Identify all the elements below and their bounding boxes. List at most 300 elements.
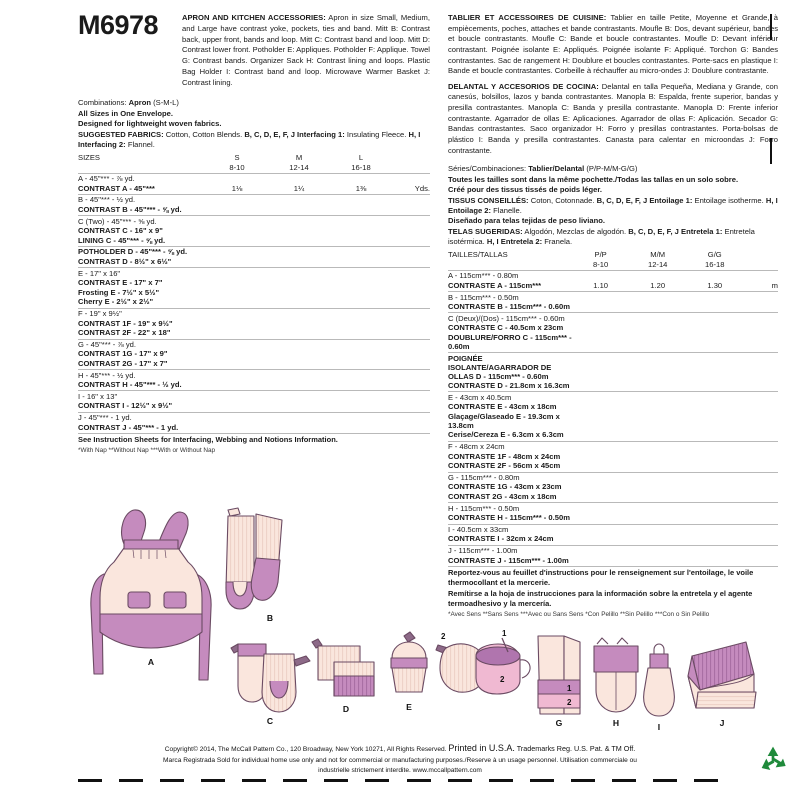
metric-all-sizes-note: Toutes les tailles sont dans la même pochette./Todas las tallas en un solo sobre. <box>448 174 739 184</box>
row-value-3 <box>330 195 392 205</box>
row-value-1 <box>572 402 629 412</box>
row-label: Frosting E - 7½" x 5½" <box>78 287 160 297</box>
row-value-1 <box>572 472 629 482</box>
row-value-2 <box>629 461 686 471</box>
row-unit <box>392 370 430 380</box>
size-num-3: 16-18 <box>351 162 371 172</box>
instruction-note-fr: Reportez-vous au feuillet d'instructions pour le renseignement sur l'entoilage, le voile thermocollant et la mercerie. <box>448 567 754 588</box>
row-value-1 <box>206 328 268 338</box>
table-row <box>78 184 430 194</box>
view-label-d: D <box>342 704 350 714</box>
table-row <box>78 288 430 298</box>
table-row <box>78 391 430 401</box>
footer-line-2: Marca Registrada Sold for individual home use only and not for commercial or manufacturing purposes./Reserve à un usage personnel. Utilisation commerciale ou <box>163 756 637 764</box>
row-value-1 <box>206 216 268 226</box>
row-value-3 <box>686 472 743 482</box>
row-value-1 <box>206 297 268 307</box>
row-label: CONTRASTE 2F - 56cm x 45cm <box>448 461 561 471</box>
table-row <box>78 359 430 369</box>
row-value-1 <box>206 308 268 318</box>
recycle-icon <box>756 744 790 776</box>
size-col-1: P/P <box>594 250 607 260</box>
trademark-text: Trademarks Reg. U.S. Pat. & TM Off. <box>516 744 636 753</box>
row-value-2 <box>268 349 330 359</box>
row-unit <box>392 380 430 390</box>
row-value-3 <box>330 236 392 246</box>
view-g-mark-2: 2 <box>567 698 572 707</box>
row-label: CONTRAST D - 8½" x 6½" <box>78 257 172 267</box>
row-value-3 <box>686 451 743 461</box>
row-unit <box>392 236 430 246</box>
row-unit <box>743 292 778 302</box>
row-unit <box>743 402 778 412</box>
row-unit <box>392 195 430 205</box>
view-label-g: G <box>555 718 563 728</box>
row-value-2 <box>268 257 330 267</box>
row-value-2 <box>268 216 330 226</box>
row-value-3 <box>686 402 743 412</box>
table-row <box>78 297 430 307</box>
illustration-view-i <box>644 644 675 732</box>
row-label: CONTRASTE H - 115cm*** - 0.50m <box>448 513 570 523</box>
illustration-view-d <box>312 639 374 714</box>
illustration-view-a <box>91 510 211 680</box>
instruction-note-es: Remítirse a la hoja de instrucciones para la información sobre la entretela y el agente termoadhesivo y la mercería. <box>448 589 753 609</box>
row-value-3 <box>686 302 743 312</box>
row-value-2 <box>629 482 686 492</box>
interfacing2-text: Flannel. <box>127 140 155 150</box>
row-value-1 <box>572 430 629 440</box>
spanish-description-text: Delantal en talla Pequeña, Mediana y Grande, con canesús, bolsillos, lazos y banda contrastantes. Manopla B: Espalda, frente superior, bandas y presilla contrastantes. Manopla C: Banda y presilla contrastante. Manopla D: Frente inferior contrastante. Agarrador de ollas E: Aplicaciones. Agarrador de ollas F: Aplicación. Secador G: Bandas contrastantes. Saco organizador H: Forro y presillas contrastantes. Porta-bolsas de plástico I: Banda y presilla contrastantes. Canasta para calentar en microondas J: Forro contrastante. <box>448 81 778 155</box>
illustration-view-f <box>436 629 530 694</box>
suggested-es-label: TELAS SUGERIDAS: <box>448 226 523 236</box>
row-unit <box>743 323 778 333</box>
row-value-1 <box>206 268 268 278</box>
table-row <box>448 472 778 482</box>
row-value-2 <box>268 370 330 380</box>
row-value-2 <box>268 247 330 257</box>
row-label: CONTRASTE E - 43cm x 18cm <box>448 402 557 412</box>
copyright-text: Copyright© 2014, The McCall Pattern Co., 120 Broadway, New York 10271, All Rights Reserved. <box>164 746 447 753</box>
row-value-2 <box>268 297 330 307</box>
row-unit <box>743 472 778 482</box>
row-label: CONTRASTE I - 32cm x 24cm <box>448 534 554 544</box>
row-unit <box>743 381 778 391</box>
row-value-1 <box>206 257 268 267</box>
row-label: J - 45"*** - 1 yd. <box>78 412 132 422</box>
row-value-3 <box>330 247 392 257</box>
view-f-mark-1: 1 <box>502 629 507 638</box>
row-value-2 <box>629 392 686 402</box>
row-unit <box>743 451 778 461</box>
table-row <box>448 461 778 471</box>
row-value-3 <box>330 226 392 236</box>
row-value-1 <box>206 318 268 328</box>
view-label-c: C <box>266 716 274 726</box>
printed-in-usa: Printed in U.S.A. <box>448 743 515 753</box>
size-num-3: 16-18 <box>705 259 725 269</box>
row-value-1 <box>206 349 268 359</box>
size-col-3: G/G <box>707 250 722 260</box>
row-value-3 <box>330 278 392 288</box>
table-row <box>448 313 778 323</box>
table-row <box>448 402 778 412</box>
row-label: Cerise/Cereza E - 6.3cm x 6.3cm <box>448 430 564 440</box>
row-unit <box>743 313 778 323</box>
row-value-1 <box>206 226 268 236</box>
footer-line-1 <box>78 742 722 756</box>
row-label: CONTRASTE C - 40.5cm x 23cm <box>448 323 564 333</box>
row-unit <box>392 318 430 328</box>
row-value-3 <box>330 359 392 369</box>
row-value-2 <box>629 430 686 440</box>
row-value-2 <box>268 205 330 215</box>
row-label: CONTRAST 2G - 17" x 7" <box>78 358 168 368</box>
row-value-2 <box>629 472 686 482</box>
table-row <box>78 328 430 338</box>
interfacing2-fr-text: Flanelle. <box>493 206 522 215</box>
row-label: CONTRAST C - 16" x 9" <box>78 226 163 236</box>
row-label: B - 45"*** - ½ yd. <box>78 195 136 205</box>
table-row <box>78 247 430 257</box>
table-row <box>78 278 430 288</box>
row-label: CONTRASTE D - 21.8cm x 16.3cm <box>448 381 570 391</box>
table-row <box>78 236 430 246</box>
row-value-3 <box>686 482 743 492</box>
table-row <box>448 292 778 302</box>
row-value-2 <box>268 359 330 369</box>
row-value-1 <box>206 370 268 380</box>
row-value-3 <box>686 323 743 333</box>
row-unit <box>743 430 778 440</box>
row-unit <box>392 268 430 278</box>
row-value-2 <box>268 328 330 338</box>
table-row <box>448 333 778 352</box>
row-label: F - 48cm x 24cm <box>448 442 505 452</box>
sizes-number-row <box>448 259 778 269</box>
english-yardage-table <box>78 153 430 434</box>
table-row <box>448 281 778 291</box>
row-value-2 <box>268 308 330 318</box>
combinations-label: Combinations: <box>78 98 127 108</box>
sizes-label: TAILLES/TALLAS <box>448 250 508 260</box>
row-value-1 <box>572 323 629 333</box>
view-label-h: H <box>612 718 620 728</box>
row-unit <box>392 412 430 422</box>
row-value-1 <box>206 401 268 411</box>
table-row <box>78 401 430 411</box>
row-label: H - 115cm*** - 0.50m <box>448 503 520 513</box>
row-label: CONTRAST E - 17" x 7" <box>78 278 163 288</box>
row-value-2 <box>629 313 686 323</box>
row-value-2 <box>268 195 330 205</box>
interfacing1-codes: B, C, D, E, F, J Interfacing 1: <box>244 129 345 139</box>
row-value-1 <box>572 441 629 451</box>
row-label: CONTRAST 1G - 17" x 9" <box>78 349 168 359</box>
row-value-1 <box>572 353 629 381</box>
row-label: Glaçage/Glaseado E - 19.3cm x 13.8cm <box>448 411 560 430</box>
illustration-view-h <box>594 638 638 728</box>
row-value-1 <box>572 292 629 302</box>
row-label: CONTRASTE A - 115cm*** <box>448 280 542 290</box>
view-label-i: I <box>657 722 661 732</box>
row-value-1 <box>572 313 629 323</box>
interfacing1-es-text: Entretela isotérmica. <box>448 226 755 247</box>
row-value-3 <box>330 328 392 338</box>
english-description-text: Apron in size Small, Medium, and Large have contrast yoke, pockets, ties and band. Mitt B: Contrast back, upper front, bands and loop. Mitt C: Contrast band and loop. Mitt D: Contrast lower front. Potholder E: Appliques. Potholder F: Applique. Towel G: Contrast bands. Organizer Sack H: Contrast lining and loops. Plastic Bag Holder I: Contrast band and loop. Microwave Warmer Basket J: Contrast lining. <box>182 13 430 87</box>
row-unit <box>392 328 430 338</box>
english-description: APRON AND KITCHEN ACCESSORIES: Apron in size Small, Medium, and Large have contrast yoke, pockets, ties and band. Mitt B: Contrast back, upper front, bands and loop. Mitt C: Contrast band and loop. Mitt D: Contrast lower front. Potholder E: Appliques. Potholder F: Applique. Towel G: Contrast bands. Organizer Sack H: Contrast lining and loops. Plastic Bag Holder I: Contrast band and loop. Microwave Warmer Basket J: Contrast lining. <box>182 13 430 87</box>
sizes-header-row <box>448 250 778 260</box>
table-row <box>78 370 430 380</box>
row-value-1 <box>572 482 629 492</box>
row-value-2 <box>629 292 686 302</box>
row-value-1 <box>206 278 268 288</box>
row-label: J - 115cm*** - 1.00m <box>448 546 518 556</box>
spanish-description: DELANTAL Y ACCESORIOS DE COCINA: Delantal en talla Pequeña, Mediana y Grande, con canesús, bolsillos, lazos y banda contrastantes. Manopla B: Espalda, frente superior, bandas y presilla contrastantes. Manopla C: Banda y presilla contrastante. Manopla D: Frente inferior contrastante. Agarrador de ollas E: Aplicaciones. Agarrador de ollas F: Aplicación. Secador G: Bandas contrastantes. Saco organizador H: Forro y presillas contrastantes. Porta-bolsas de plástico I: Banda y presilla contrastantes. Canasta para calentar en microondas J: Forro contrastante. <box>448 81 778 155</box>
row-value-1 <box>206 380 268 390</box>
row-value-2 <box>629 441 686 451</box>
designed-es: Diseñado para telas tejidas de peso liviano. <box>448 216 605 226</box>
nap-note-en: *With Nap **Without Nap ***With or Without Nap <box>78 446 216 454</box>
view-label-j: J <box>719 718 725 728</box>
table-row <box>78 412 430 422</box>
row-unit <box>392 349 430 359</box>
table-row <box>78 339 430 349</box>
row-unit <box>743 392 778 402</box>
interfacing1-es: B, C, D, E, F, J Entretela 1: <box>628 226 723 236</box>
row-label: B - 115cm*** - 0.50m <box>448 292 519 302</box>
row-value-2 <box>629 323 686 333</box>
row-label: G - 45"*** - ⅞ yd. <box>78 339 136 349</box>
row-value-2 <box>268 412 330 422</box>
table-row <box>448 451 778 461</box>
row-value-1 <box>572 302 629 312</box>
row-label: LINING C - 45"*** - ⅝ yd. <box>78 235 166 245</box>
row-value-3 <box>686 461 743 471</box>
table-row <box>78 226 430 236</box>
view-label-e: E <box>406 702 412 712</box>
row-value-3 <box>330 268 392 278</box>
row-value-1 <box>572 271 629 281</box>
row-value-2 <box>268 174 330 184</box>
row-value-1 <box>572 461 629 471</box>
footer <box>78 742 722 782</box>
row-unit <box>743 461 778 471</box>
interfacing2-codes: H, I Interfacing 2: <box>78 129 421 150</box>
illustration-view-c <box>231 644 310 726</box>
row-value-3 <box>330 257 392 267</box>
metric-combinations-sizes: (P/P-M/M-G/G) <box>586 164 638 174</box>
row-label: CONTRASTE B - 115cm*** - 0.60m <box>448 302 570 312</box>
row-unit <box>392 216 430 226</box>
row-value-3 <box>686 353 743 381</box>
row-value-1 <box>206 412 268 422</box>
row-value-3 <box>330 339 392 349</box>
row-value-3 <box>330 216 392 226</box>
row-value-2: 1¼ <box>293 183 305 193</box>
row-label: CONTRASTE 1F - 48cm x 24cm <box>448 451 561 461</box>
row-value-2 <box>268 422 330 432</box>
suggested-fr-label: TISSUS CONSEILLÉS: <box>448 195 529 205</box>
table-row <box>448 482 778 492</box>
size-num-2: 12-14 <box>647 259 668 269</box>
row-unit: Yds. <box>414 183 430 193</box>
row-label: POTHOLDER D - 45"*** - ⅝ yd. <box>78 247 188 257</box>
row-unit <box>392 257 430 267</box>
row-label: CONTRAST A - 45"*** <box>78 183 155 193</box>
suggested-fabrics-line <box>78 130 430 151</box>
interfacing2-es: H, I Entretela 2: <box>486 237 543 247</box>
row-value-3 <box>330 380 392 390</box>
row-label: CONTRAST 2G - 43cm x 18cm <box>448 492 557 502</box>
size-col-2: M/M <box>650 250 666 260</box>
table-row <box>448 412 778 431</box>
row-unit <box>392 278 430 288</box>
row-value-3 <box>330 318 392 328</box>
size-num-2: 12-14 <box>289 162 309 172</box>
table-row <box>448 353 778 381</box>
row-value-3 <box>330 412 392 422</box>
row-label: F - 19" x 9½" <box>78 309 122 319</box>
table-row <box>78 195 430 205</box>
table-row <box>78 268 430 278</box>
table-row <box>448 271 778 281</box>
table-row <box>78 380 430 390</box>
row-unit <box>392 174 430 184</box>
metric-combinations-line <box>448 164 778 174</box>
table-row <box>448 430 778 440</box>
french-title: TABLIER ET ACCESSOIRES DE CUISINE <box>448 13 604 22</box>
row-label: I - 16" x 13" <box>78 391 118 401</box>
table-row <box>78 257 430 267</box>
interfacing1-fr-text: Entoilage isotherme. <box>694 195 764 205</box>
row-unit <box>392 288 430 298</box>
row-value-3 <box>686 412 743 431</box>
row-value-2: 1.20 <box>650 280 666 290</box>
suggested-fr-line <box>448 196 778 217</box>
row-value-1: 1.10 <box>593 280 609 290</box>
row-value-2 <box>268 278 330 288</box>
row-label: E - 17" x 16" <box>78 268 121 278</box>
size-col-1: S <box>234 153 240 163</box>
row-label: POIGNÉE ISOLANTE/AGARRADOR DE OLLAS D - 115cm*** - 0.60m <box>448 353 552 381</box>
row-label: C (Two) - 45"*** - ⅝ yd. <box>78 216 157 226</box>
row-value-3 <box>330 308 392 318</box>
row-value-1 <box>206 205 268 215</box>
row-label: CONTRAST J - 45"*** - 1 yd. <box>78 422 179 432</box>
suggested-es-line <box>448 227 778 248</box>
row-label: E - 43cm x 40.5cm <box>448 392 512 402</box>
row-value-1 <box>206 236 268 246</box>
row-value-3 <box>330 391 392 401</box>
row-unit <box>392 391 430 401</box>
french-description: TABLIER ET ACCESSOIRES DE CUISINE: Tablier en taille Petite, Moyenne et Grande, à empiècements, poches, attaches et bande contrastants. Moufle B: Dos, devant supérieur, bandes et boucle contrastants. Moufle C: Bande et boucle contrastantes. Moufle D: Devant inférieur contrastant. Poignée isolante E: Appliqués. Poignée isolante F: Appliqué. Torchon G: Bandes contrastantes. Sac de rangement H: Doublure et boucles contrastantes. Porte-sacs en plastique I: Bande et boucle contrastantes. Corbeille à réchauffer au micro-ondes J: Doublure contrastante. <box>448 13 778 76</box>
table-rule <box>78 432 430 434</box>
row-value-3 <box>686 441 743 451</box>
size-col-3: L <box>358 153 364 163</box>
interfacing1-text: Insulating Fleece. <box>346 129 407 139</box>
row-label: C (Deux)/(Dos) - 115cm*** - 0.60m <box>448 313 565 323</box>
row-value-2 <box>629 402 686 412</box>
suggested-fabrics-label: SUGGESTED FABRICS: <box>78 129 164 139</box>
all-sizes-note: All Sizes in One Envelope. <box>78 108 173 118</box>
row-value-3 <box>330 297 392 307</box>
row-value-1 <box>206 174 268 184</box>
table-row <box>78 318 430 328</box>
row-value-3 <box>330 401 392 411</box>
size-num-1: 8-10 <box>593 259 609 269</box>
illustration-view-j <box>688 642 756 728</box>
row-value-1 <box>206 247 268 257</box>
row-value-3 <box>330 349 392 359</box>
pattern-number: M6978 <box>78 10 159 40</box>
row-value-1 <box>206 339 268 349</box>
row-value-1 <box>206 359 268 369</box>
row-value-3 <box>330 288 392 298</box>
suggested-fabrics-text: Cotton, Cotton Blends. <box>165 129 243 139</box>
row-label: Cherry E - 2½" x 2½" <box>78 297 154 307</box>
table-row <box>78 205 430 215</box>
view-g-mark-1: 1 <box>567 684 572 693</box>
english-title: APRON AND KITCHEN ACCESSORIES <box>182 13 324 22</box>
table-row <box>448 392 778 402</box>
combinations-sizes: (S-M-L) <box>153 98 179 108</box>
row-unit <box>743 271 778 281</box>
row-value-2 <box>629 353 686 381</box>
sizes-label: SIZES <box>78 153 100 163</box>
table-row <box>448 381 778 391</box>
row-value-1 <box>572 381 629 391</box>
row-value-3 <box>686 392 743 402</box>
row-unit <box>392 339 430 349</box>
footer-line-3: industrielle strictement interdite. www.mccallpattern.com <box>318 767 482 775</box>
row-unit <box>392 359 430 369</box>
size-num-1: 8-10 <box>229 162 245 172</box>
table-row <box>448 302 778 312</box>
row-unit <box>392 247 430 257</box>
metric-combinations-item: Tablier/Delantal <box>528 164 585 174</box>
row-label: CONTRAST 1F - 19" x 9½" <box>78 318 173 328</box>
row-value-2 <box>629 451 686 461</box>
designed-fr: Créé pour des tissus tissés de poids léger. <box>448 185 603 195</box>
row-value-3 <box>686 292 743 302</box>
row-label: CONTRAST H - 45"*** - ½ yd. <box>78 380 182 390</box>
row-label: CONTRAST I - 12½" x 9½" <box>78 401 173 411</box>
row-value-2 <box>629 333 686 352</box>
row-value-1 <box>206 288 268 298</box>
row-unit <box>743 441 778 451</box>
row-value-2 <box>629 381 686 391</box>
row-value-3 <box>686 333 743 352</box>
french-description-text: Tablier en taille Petite, Moyenne et Grande, à empiècements, poches, attaches et bande contrastants. Moufle B: Dos, devant supérieur, bandes et boucle contrastants. Moufle C: Bande et boucle contrastantes. Moufle D: Devant inférieur contrastant. Poignée isolante E: Appliqués. Poignée isolante F: Appliqué. Torchon G: Bandes contrastantes. Sac de rangement H: Doublure et boucles contrastantes. Porte-sacs en plastique I: Bande et boucle contrastantes. Corbeille à réchauffer au micro-ondes J: Doublure contrastante. <box>448 13 778 76</box>
designed-for-note: Designed for lightweight woven fabrics. <box>78 119 222 129</box>
row-label: CONTRAST B - 45"*** - ⅝ yd. <box>78 205 182 215</box>
row-label: G - 115cm*** - 0.80m <box>448 472 520 482</box>
row-unit <box>743 333 778 352</box>
row-value-1 <box>572 333 629 352</box>
row-unit <box>392 205 430 215</box>
row-value-3 <box>686 381 743 391</box>
illustration-view-g <box>538 636 580 728</box>
row-value-1 <box>572 392 629 402</box>
row-value-2 <box>629 271 686 281</box>
row-value-3 <box>686 271 743 281</box>
row-unit <box>392 297 430 307</box>
row-label: H - 45"*** - ½ yd. <box>78 370 136 380</box>
table-row <box>78 174 430 184</box>
view-f-mark-2: 2 <box>441 632 446 641</box>
